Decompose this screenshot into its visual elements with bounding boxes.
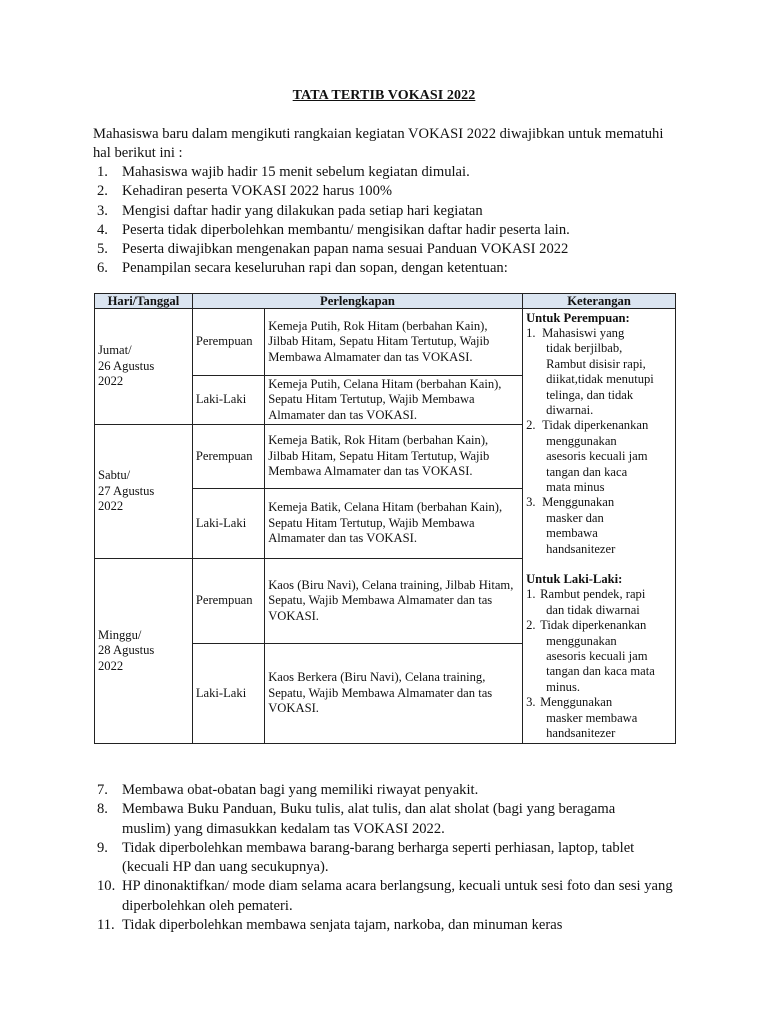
rule-item: 10. HP dinonaktifkan/ mode diam selama acara berlangsung, kecuali untuk sesi foto dan sesi yang diperbolehkan oleh pemateri.	[97, 878, 673, 914]
rules-list-bottom	[97, 781, 697, 935]
table-row	[95, 309, 676, 376]
keterangan-item: 1. Mahasiswi yang tidak berjilbab, Rambut disisir rapi, diikat,tidak menutupi telinga, dan tidak diwarnai.	[526, 325, 654, 417]
gender-cell: Perempuan	[192, 309, 264, 376]
rule-item: 9. Tidak diperbolehkan membawa barang-barang berharga seperti perhiasan, laptop, tablet (kecuali HP dan uang secukupnya).	[97, 839, 635, 876]
keterangan-cell	[523, 309, 676, 744]
perlengkapan-cell: Kemeja Putih, Rok Hitam (berbahan Kain), Jilbab Hitam, Sepatu Hitam Tertutup, Wajib Membawa Almamater dan tas VOKASI.	[265, 309, 523, 376]
intro-paragraph: Mahasiswa baru dalam mengikuti rangkaian kegiatan VOKASI 2022 diwajibkan untuk mematuhi hal berikut ini :	[93, 126, 664, 162]
gender-cell: Laki-Laki	[192, 644, 264, 744]
perlengkapan-cell: Kemeja Batik, Celana Hitam (berbahan Kain), Sepatu Hitam Tertutup, Wajib Membawa Almamater dan tas VOKASI.	[265, 489, 523, 559]
dress-code-table	[94, 293, 676, 744]
header-perlengkapan: Perlengkapan	[192, 294, 522, 309]
rule-item: 6. Penampilan secara keseluruhan rapi dan sopan, dengan ketentuan:	[97, 260, 508, 277]
perlengkapan-cell: Kemeja Putih, Celana Hitam (berbahan Kain), Sepatu Hitam Tertutup, Wajib Membawa Almamater dan tas VOKASI.	[265, 376, 523, 425]
rule-item: 11. Tidak diperbolehkan membawa senjata tajam, narkoba, dan minuman keras	[97, 917, 563, 934]
gender-cell: Laki-Laki	[192, 489, 264, 559]
day-cell-jumat: Jumat/ 26 Agustus 2022	[95, 309, 193, 425]
keterangan-perempuan-title: Untuk Perempuan:	[526, 310, 630, 325]
keterangan-item: 3. Menggunakan masker membawa handsanitezer	[526, 695, 638, 741]
day-cell-sabtu: Sabtu/ 27 Agustus 2022	[95, 425, 193, 559]
document-title: TATA TERTIB VOKASI 2022	[292, 88, 476, 103]
header-hari-tanggal: Hari/Tanggal	[95, 294, 193, 309]
keterangan-laki-title: Untuk Laki-Laki:	[526, 572, 623, 587]
perlengkapan-cell: Kaos Berkera (Biru Navi), Celana training, Sepatu, Wajib Membawa Almamater dan tas VOKASI.	[265, 644, 523, 744]
gender-cell: Perempuan	[192, 425, 264, 489]
perlengkapan-cell: Kemeja Batik, Rok Hitam (berbahan Kain), Jilbab Hitam, Sepatu Hitam Tertutup, Wajib Membawa Almamater dan tas VOKASI.	[265, 425, 523, 489]
keterangan-item: 3. Menggunakan masker dan membawa handsanitezer	[526, 495, 616, 556]
rules-list-top	[97, 163, 697, 279]
rule-item: 5. Peserta diwajibkan mengenakan papan nama sesuai Panduan VOKASI 2022	[97, 241, 569, 258]
gender-cell: Laki-Laki	[192, 376, 264, 425]
rule-item: 8. Membawa Buku Panduan, Buku tulis, alat tulis, dan alat sholat (bagi yang beragama muslim) yang dimasukkan kedalam tas VOKASI 2022.	[97, 801, 616, 837]
table-header-row	[95, 294, 676, 309]
header-keterangan: Keterangan	[523, 294, 676, 309]
rule-item: 4. Peserta tidak diperbolehkan membantu/ mengisikan daftar hadir peserta lain.	[97, 221, 570, 238]
rule-item: 1. Mahasiswa wajib hadir 15 menit sebelum kegiatan dimulai.	[97, 164, 470, 180]
keterangan-item: 2. Tidak diperkenankan menggunakan asesoris kecuali jam tangan dan kaca mata minus	[526, 418, 649, 494]
keterangan-item: 1. Rambut pendek, rapi dan tidak diwarnai	[526, 587, 646, 617]
rule-item: 2. Kehadiran peserta VOKASI 2022 harus 100%	[97, 183, 393, 200]
rule-item: 3. Mengisi daftar hadir yang dilakukan pada setiap hari kegiatan	[97, 202, 483, 219]
rule-item: 7. Membawa obat-obatan bagi yang memiliki riwayat penyakit.	[97, 782, 479, 798]
gender-cell: Perempuan	[192, 559, 264, 644]
perlengkapan-cell: Kaos (Biru Navi), Celana training, Jilbab Hitam, Sepatu, Wajib Membawa Almamater dan tas VOKASI.	[265, 559, 523, 644]
keterangan-item: 2. Tidak diperkenankan menggunakan asesoris kecuali jam tangan dan kaca mata minus.	[526, 618, 655, 694]
day-cell-minggu: Minggu/ 28 Agustus 2022	[95, 559, 193, 744]
